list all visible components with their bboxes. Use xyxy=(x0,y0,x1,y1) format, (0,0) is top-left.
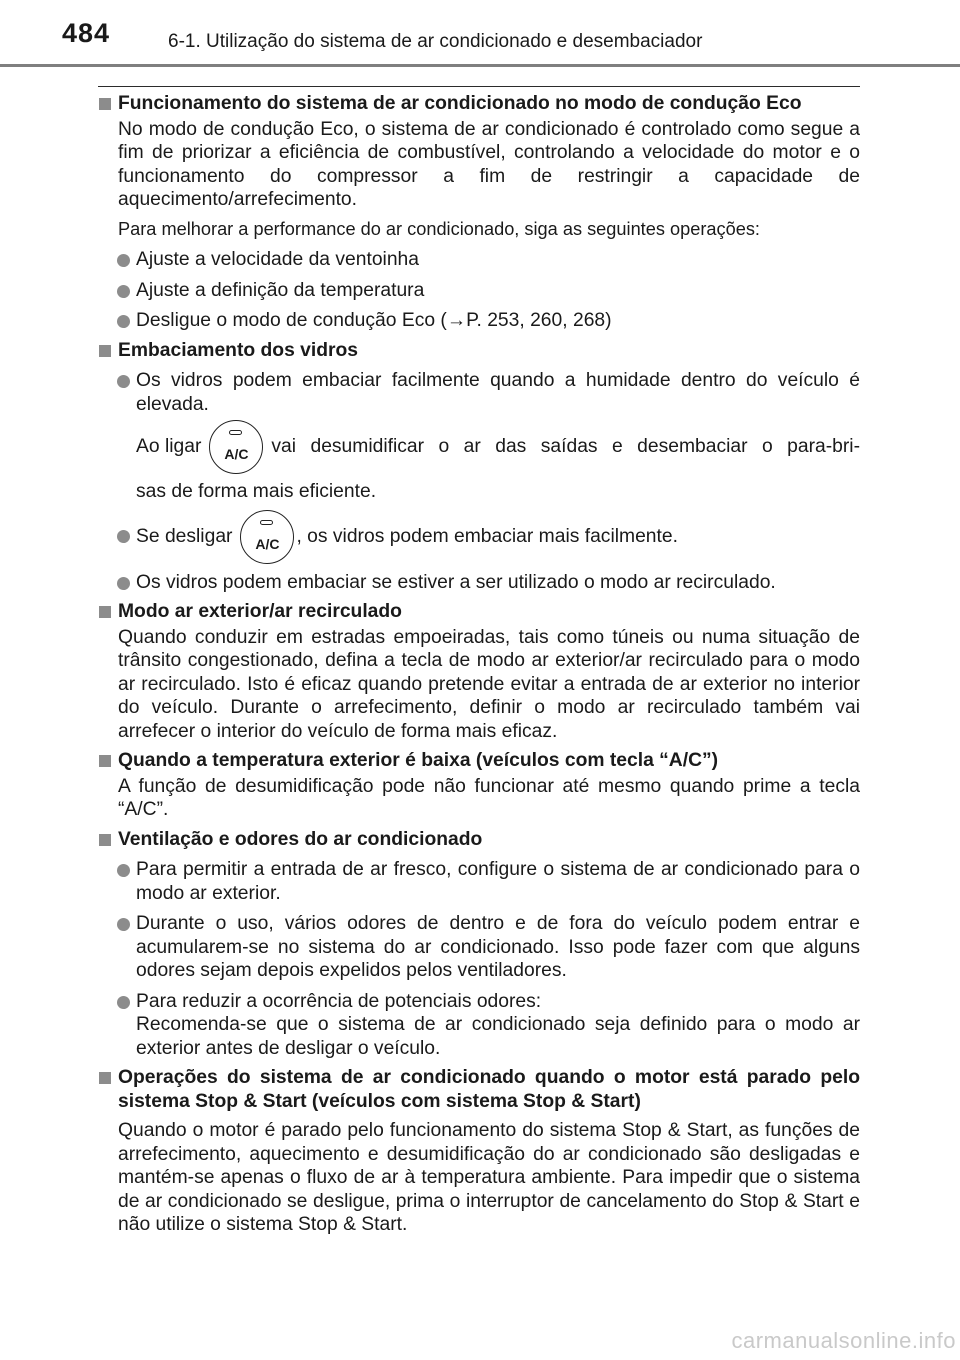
section-low-temperature xyxy=(98,749,860,822)
section-title-cold-text: Quando a temperatura exterior é baixa (veículos com tecla “A/C”) xyxy=(118,750,719,771)
ac-on-suffix: vai desumidificar o ar das saídas e desembaciar o para-bri- xyxy=(271,436,860,458)
list-item-text: Ajuste a definição da temperatura xyxy=(136,279,425,301)
gray-circle-bullet-icon xyxy=(117,315,130,328)
list-item-text: Os vidros podem embaciar se estiver a ser utilizado o modo ar recirculado. xyxy=(136,571,776,593)
section-title-vent-text: Ventilação e odores do ar condicionado xyxy=(118,828,483,850)
section-ventilation-odors xyxy=(98,828,860,1061)
list-item xyxy=(98,990,860,1061)
indicator-light-icon xyxy=(229,430,242,435)
gray-circle-bullet-icon xyxy=(117,375,130,388)
gray-circle-bullet-icon xyxy=(117,254,130,267)
section-title-cold xyxy=(98,749,860,773)
stop-body: Quando o motor é parado pelo funcionamento do sistema Stop & Start, as funções de arrefecimento, aquecimento e desumidificação do ar condicionado são desligadas e mantém-se apenas o fluxo de ar à temperatura ambiente. Para impedir que o sistema de ar condicionado se desligue, prima o interruptor de cancelamento do Stop & Start e não utilize o sistema Stop & Start. xyxy=(118,1120,860,1235)
section-title-fog xyxy=(98,339,860,363)
watermark: carmanualsonline.info xyxy=(731,1328,956,1353)
section-recirculation xyxy=(98,600,860,743)
gray-circle-bullet-icon xyxy=(117,577,130,590)
list-item-text: Para permitir a entrada de ar fresco, configure o sistema de ar condicionado para o modo ar exterior. xyxy=(136,859,860,904)
gray-square-icon xyxy=(99,1072,111,1084)
section-title-eco xyxy=(98,92,860,116)
ac-on-prefix: Ao ligar xyxy=(136,436,202,458)
gray-square-icon xyxy=(99,345,111,357)
list-item-text: Para reduzir a ocorrência de potenciais odores: xyxy=(136,990,542,1012)
list-item xyxy=(98,912,860,983)
ac-button-icon xyxy=(209,420,263,474)
list-item-text: Recomenda-se que o sistema de ar condicionado seja definido para o modo ar exterior antes de desligar o veículo. xyxy=(136,1014,860,1059)
section-title-vent xyxy=(98,828,860,852)
section-title-fog-text: Embaciamento dos vidros xyxy=(118,339,359,361)
list-item-text: Durante o uso, vários odores de dentro e de fora do veículo podem entrar e acumularem-se no sistema do ar condicionado. Isso pode fazer com que alguns odores sejam depois expelidos pelos ventiladores. xyxy=(136,913,860,981)
list-item xyxy=(98,369,860,416)
indicator-light-icon xyxy=(260,520,273,525)
list-item xyxy=(98,279,860,303)
page-number: 484 xyxy=(62,18,111,48)
recirc-body: Quando conduzir em estradas empoeiradas, tais como túneis ou numa situação de trânsito congestionado, defina a tecla de modo ar exterior/ar recirculado para o modo ar recirculado. Isto é eficaz quando pretende evitar a entrada de ar exterior no interior do veículo. Durante o arrefecimento, definir o modo ar recirculado também vai arrefecer o interior do veículo de forma mais eficaz. xyxy=(118,626,860,742)
list-item xyxy=(98,571,860,595)
section-eco-mode xyxy=(98,92,860,333)
header-divider xyxy=(0,64,960,67)
gray-square-icon xyxy=(99,834,111,846)
page-header xyxy=(0,0,960,66)
section-title-recirc-text: Modo ar exterior/ar recirculado xyxy=(118,601,402,622)
eco-body: No modo de condução Eco, o sistema de ar condicionado é controlado como segue a fim de priorizar a eficiência de combustível, controlando a velocidade do motor e o funcionamento do compressor a fim de restringir a capacidade de aquecimento/arrefecimento. xyxy=(118,118,860,210)
section-title-stop xyxy=(98,1066,860,1113)
chapter-title: 6-1. Utilização do sistema de ar condicionado e desembaciador xyxy=(168,31,703,52)
list-item xyxy=(98,248,860,272)
list-item-text: Desligue o modo de condução Eco (→P. 253, 260, 268) xyxy=(136,310,612,331)
gray-circle-bullet-icon xyxy=(117,530,130,543)
ac-on-continuation: sas de forma mais eficiente. xyxy=(136,481,377,502)
gray-circle-bullet-icon xyxy=(117,285,130,298)
ac-off-suffix: , os vidros podem embaciar mais facilmente. xyxy=(296,525,678,547)
section-window-fog xyxy=(98,339,860,595)
ac-button-icon xyxy=(240,510,294,564)
gray-circle-bullet-icon xyxy=(117,996,130,1009)
ac-off-prefix: Se desligar xyxy=(136,525,233,547)
gray-square-icon xyxy=(99,606,111,618)
page-content xyxy=(98,92,860,1243)
list-item xyxy=(98,309,860,333)
list-item xyxy=(98,510,860,564)
gray-circle-bullet-icon xyxy=(117,864,130,877)
list-item xyxy=(98,858,860,905)
gray-square-icon xyxy=(99,755,111,767)
ac-on-line xyxy=(98,420,860,474)
ac-button-label: A/C xyxy=(224,446,249,462)
section-title-recirc xyxy=(98,600,860,624)
eco-note: Para melhorar a performance do ar condicionado, siga as seguintes operações: xyxy=(118,218,760,239)
section-title-stop-text: Operações do sistema de ar condicionado quando o motor está parado pelo sistema Stop & Start (veículos com sistema Stop & Start) xyxy=(118,1067,860,1112)
section-stop-start xyxy=(98,1066,860,1237)
list-item-text: Ajuste a velocidade da ventoinha xyxy=(136,249,419,270)
list-item-text: Os vidros podem embaciar facilmente quando a humidade dentro do veículo é elevada. xyxy=(136,370,860,415)
ac-button-label: A/C xyxy=(255,535,280,552)
gray-square-icon xyxy=(99,98,111,110)
content-divider xyxy=(98,86,860,87)
cold-body: A função de desumidificação pode não funcionar até mesmo quando prime a tecla “A/C”. xyxy=(118,775,860,820)
section-title-eco-text: Funcionamento do sistema de ar condicionado no modo de condução Eco xyxy=(118,93,802,114)
gray-circle-bullet-icon xyxy=(117,918,130,931)
